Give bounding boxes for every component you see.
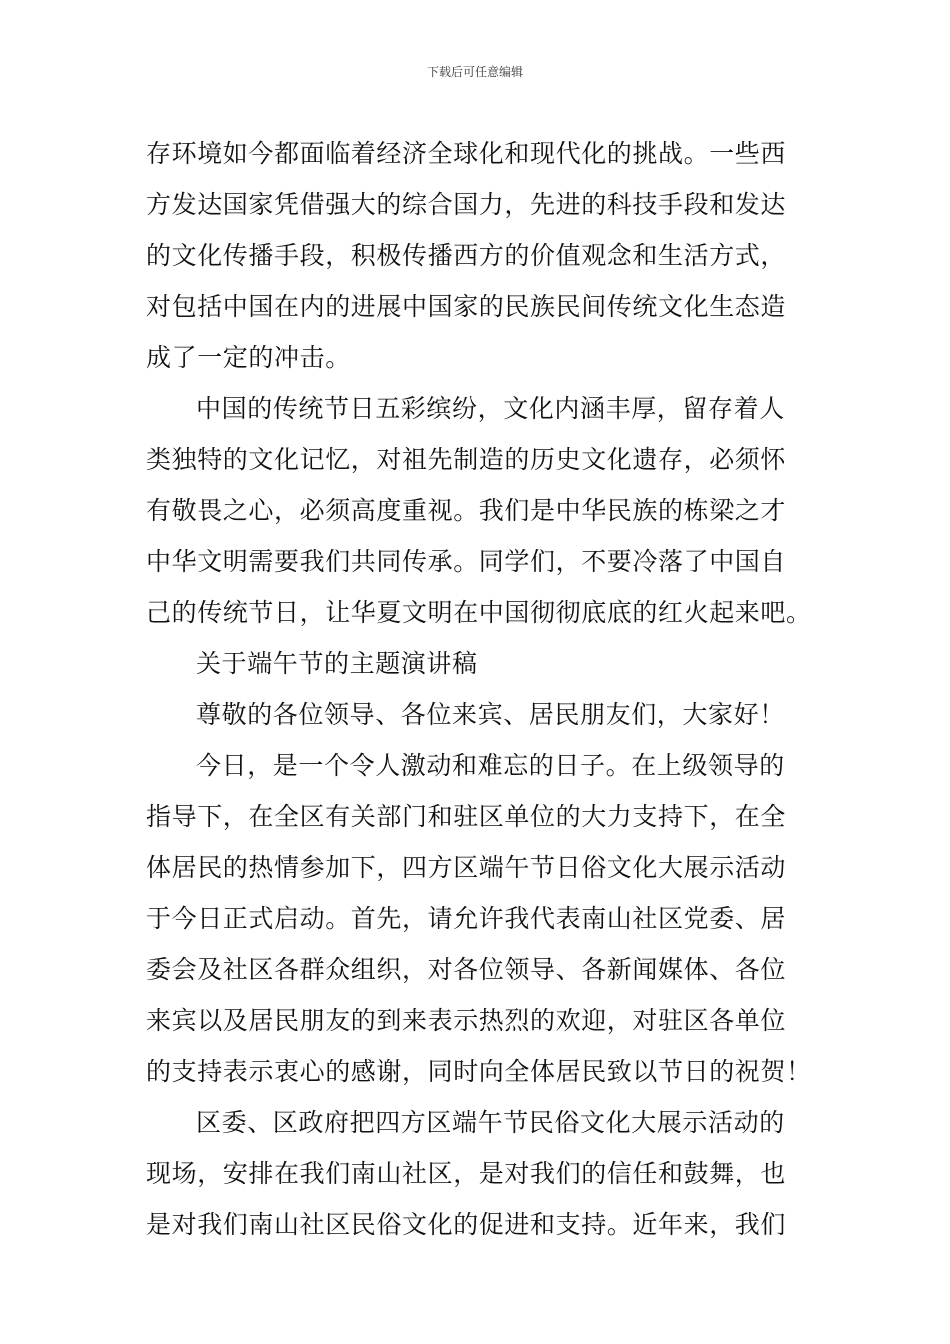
text-line: 今日，是一个令人激动和难忘的日子。在上级领导的 [196, 751, 785, 780]
text-line: 的文化传播手段，积极传播西方的价值观念和生活方式， [146, 241, 787, 270]
salutation [146, 689, 810, 740]
text-line: 己的传统节日，让华夏文明在中国彻彻底底的红火起来吧。 [146, 598, 812, 627]
text-line: 有敬畏之心，必须高度重视。我们是中华民族的栋梁之才 [146, 496, 787, 525]
text-line: 指导下，在全区有关部门和驻区单位的大力支持下，在全 [146, 802, 787, 831]
text-line: 体居民的热情参加下，四方区端午节日俗文化大展示活动 [146, 853, 787, 882]
speech-title: 关于端午节的主题演讲稿 [196, 649, 478, 678]
text-line: 方发达国家凭借强大的综合国力，先进的科技手段和发达 [146, 190, 787, 219]
section-title [146, 638, 810, 689]
text-line: 委会及社区各群众组织，对各位领导、各新闻媒体、各位 [146, 955, 787, 984]
text-line: 于今日正式启动。首先，请允许我代表南山社区党委、居 [146, 904, 787, 933]
text-line: 类独特的文化记忆，对祖先制造的历史文化遗存，必须怀 [146, 445, 787, 474]
text-line: 成了一定的冲击。 [146, 343, 351, 372]
text-line: 来宾以及居民朋友的到来表示热烈的欢迎，对驻区各单位 [146, 1006, 787, 1035]
paragraph-1 [146, 128, 810, 383]
document-body [146, 128, 810, 1250]
text-line: 的支持表示衷心的感谢，同时向全体居民致以节日的祝贺！ [146, 1057, 812, 1086]
text-line: 区委、区政府把四方区端午节民俗文化大展示活动的 [196, 1108, 785, 1137]
text-line: 现场，安排在我们南山社区，是对我们的信任和鼓舞，也 [146, 1159, 787, 1188]
text-line: 存环境如今都面临着经济全球化和现代化的挑战。一些西 [146, 139, 787, 168]
page-header: 下载后可任意编辑 [426, 65, 523, 79]
text-line: 对包括中国在内的进展中国家的民族民间传统文化生态造 [146, 292, 787, 321]
greeting-line: 尊敬的各位领导、各位来宾、居民朋友们，大家好！ [196, 700, 785, 729]
paragraph-4 [146, 1097, 810, 1250]
text-line: 中华文明需要我们共同传承。同学们，不要冷落了中国自 [146, 547, 787, 576]
text-line: 中国的传统节日五彩缤纷，文化内涵丰厚，留存着人 [196, 394, 785, 423]
paragraph-2 [146, 383, 810, 638]
text-line: 是对我们南山社区民俗文化的促进和支持。近年来，我们 [146, 1210, 787, 1239]
paragraph-3 [146, 740, 810, 1097]
